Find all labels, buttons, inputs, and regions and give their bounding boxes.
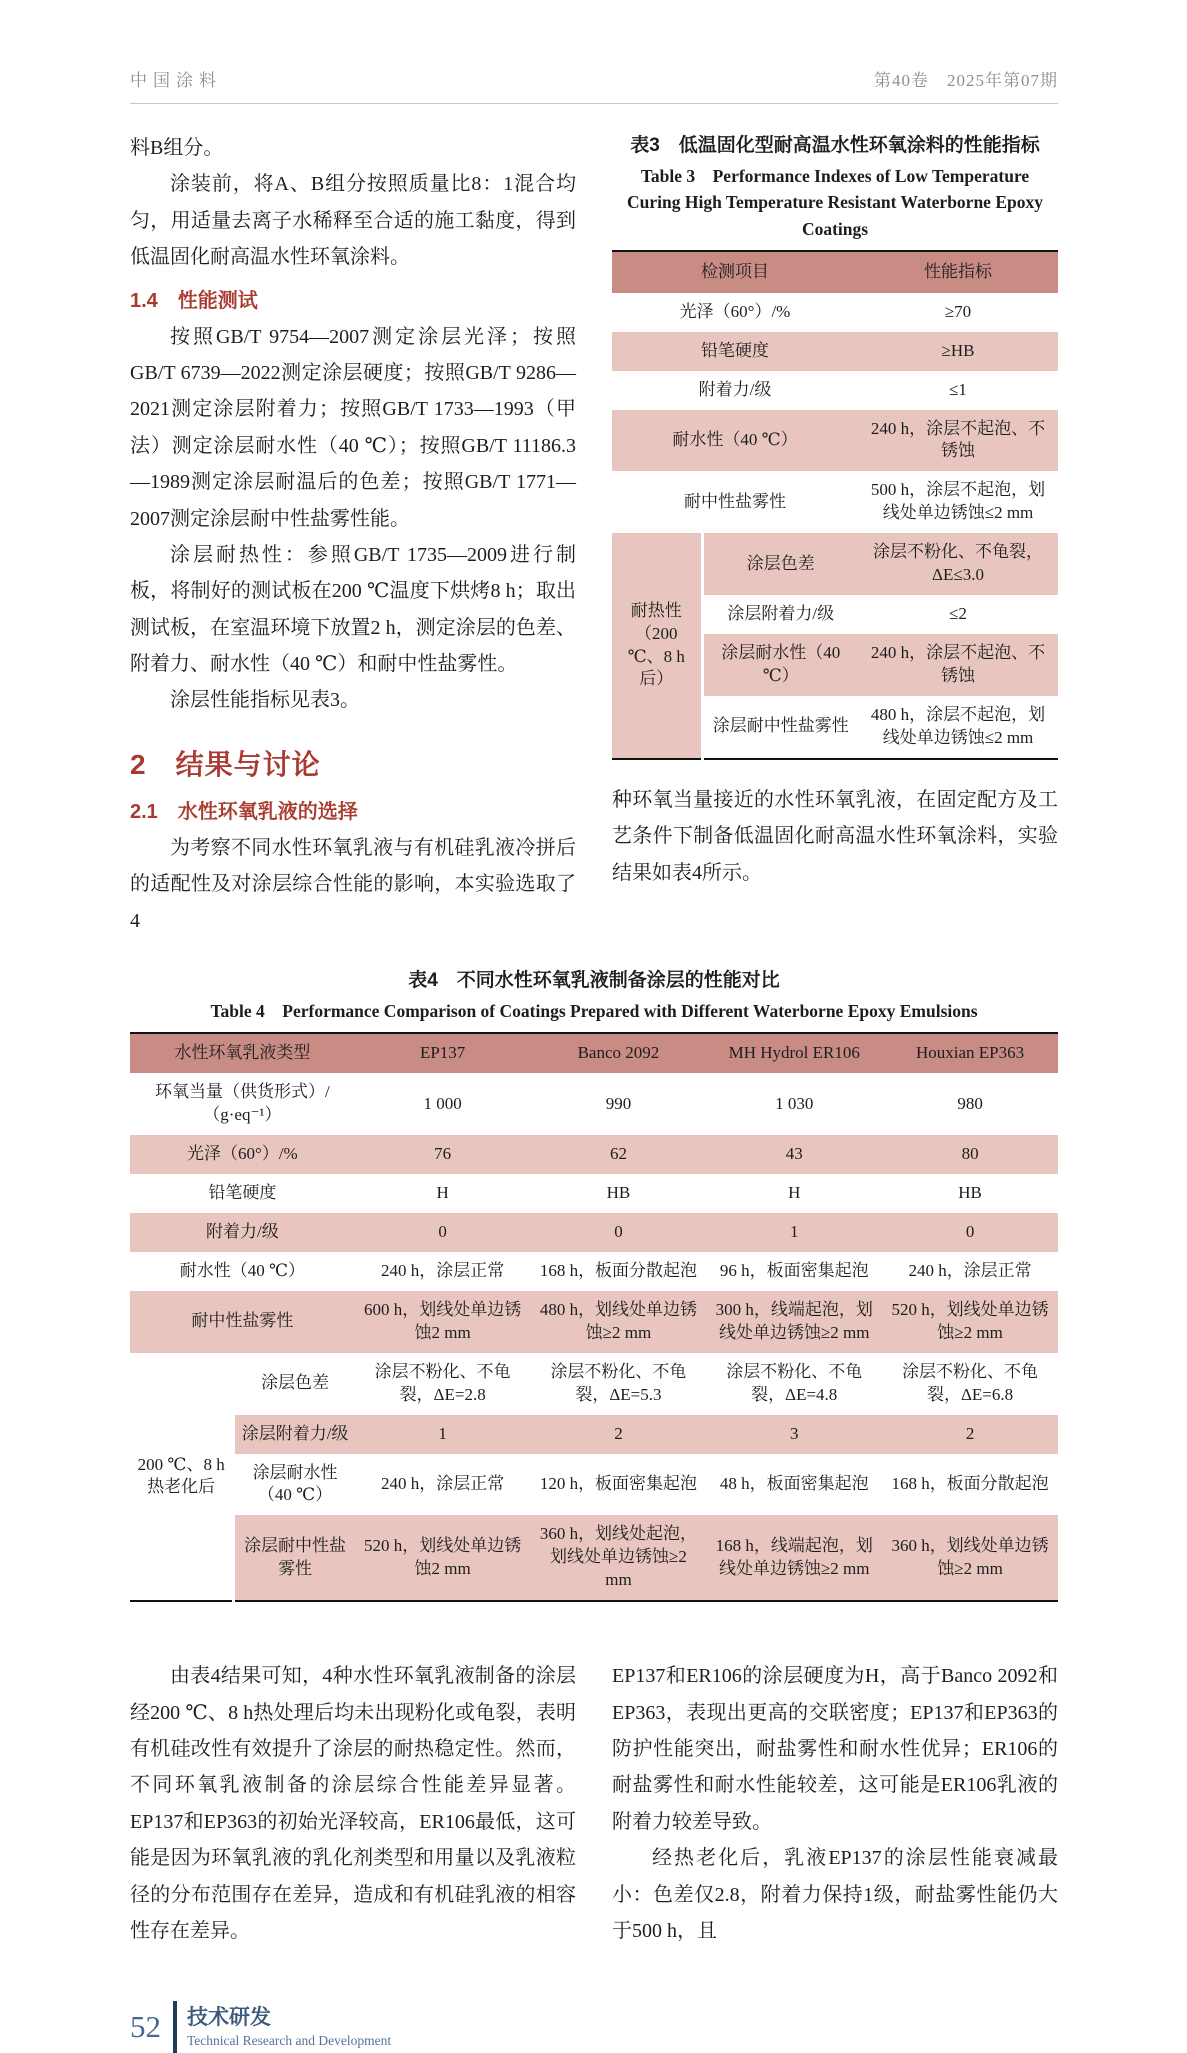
table-cell-label: 附着力/级	[130, 1213, 355, 1252]
table-row	[130, 1252, 1058, 1291]
table-row	[130, 1454, 1058, 1516]
paragraph: 为考察不同水性环氧乳液与有机硅乳液冷拼后的适配性及对涂层综合性能的影响，本实验选取了4	[130, 836, 576, 932]
bottom-right-column	[612, 1658, 1058, 1949]
table-cell-value: 240 h，涂层正常	[882, 1252, 1058, 1291]
table-cell-value: 480 h，涂层不起泡，划线处单边锈蚀≤2 mm	[858, 696, 1058, 759]
table-cell-value: 3	[706, 1415, 882, 1454]
table-cell-value: 1 000	[355, 1073, 531, 1135]
table-cell-value: ≥HB	[858, 332, 1058, 371]
paragraph: 由表4结果可知，4种水性环氧乳液制备的涂层经200 ℃、8 h热处理后均未出现粉化或龟裂，表明有机硅改性有效提升了涂层的耐热稳定性。然而，不同环氧乳液制备的涂层综合性能差异显著。EP137和EP363的初始光泽较高，ER106最低，这可能是因为环氧乳液的乳化剂类型和用量以及乳液粒径的分布范围存在差异，造成和有机硅乳液的相容性存在差异。	[130, 1665, 576, 1942]
table-cell-value: 96 h，板面密集起泡	[706, 1252, 882, 1291]
right-column	[612, 130, 1058, 939]
table3-header-index: 性能指标	[858, 251, 1058, 293]
table-cell-value: 500 h，涂层不起泡，划线处单边锈蚀≤2 mm	[858, 471, 1058, 533]
table-row	[612, 371, 1058, 410]
heading-2: 2 结果与讨论	[130, 748, 321, 780]
table-cell-value: 480 h，划线处单边锈蚀≥2 mm	[531, 1291, 707, 1353]
paragraph: 涂层性能指标见表3。	[170, 689, 360, 712]
table-row	[612, 533, 1058, 595]
table-cell-label: 涂层色差	[234, 1353, 355, 1415]
volume-issue: 第40卷 2025年第07期	[874, 71, 1058, 90]
table3-title-en-line3: Coatings	[801, 218, 869, 239]
table-cell-label: 耐中性盐雾性	[612, 471, 858, 533]
page-footer	[130, 2001, 1058, 2053]
paragraph: 按照GB/T 9754—2007测定涂层光泽；按照GB/T 6739—2022测定涂层硬度；按照GB/T 9286—2021测定涂层附着力；按照GB/T 1733—1993（甲法）测定涂层耐水性（40 ℃）；按照GB/T 11186.3—1989测定涂层耐温后的色差；按照GB/T 1771—2007测定涂层耐中性盐雾性能。	[130, 325, 576, 530]
left-column	[130, 130, 576, 939]
table4-section	[130, 965, 1058, 1602]
table3-title-en	[612, 163, 1058, 242]
footer-section-en: Technical Research and Development	[187, 2033, 392, 2049]
table4-title-zh: 表4 不同水性环氧乳液制备涂层的性能对比	[408, 970, 780, 992]
table-row	[612, 332, 1058, 371]
table-cell-label: 光泽（60°）/%	[130, 1135, 355, 1174]
table-cell-value: ≤1	[858, 371, 1058, 410]
table-cell-value: 1	[355, 1415, 531, 1454]
table-cell-value: 涂层不粉化、不龟裂，ΔE=4.8	[706, 1353, 882, 1415]
table-row	[130, 1415, 1058, 1454]
table-cell-value: 168 h，线端起泡，划线处单边锈蚀≥2 mm	[706, 1515, 882, 1601]
table-cell-label: 涂层耐中性盐雾性	[234, 1515, 355, 1601]
table-cell-value: 360 h，划线处单边锈蚀≥2 mm	[882, 1515, 1058, 1601]
table-cell-label: 涂层附着力/级	[234, 1415, 355, 1454]
table4-header-col4: Houxian EP363	[882, 1033, 1058, 1073]
table3	[612, 250, 1058, 760]
table-cell-label: 涂层耐中性盐雾性	[702, 696, 858, 759]
footer-section	[187, 2005, 391, 2049]
paragraph: 料B组分。	[130, 137, 224, 159]
top-columns	[130, 130, 1058, 939]
table-cell-value: 0	[882, 1213, 1058, 1252]
page-number: 52	[130, 2009, 161, 2045]
table-cell-label: 铅笔硬度	[612, 332, 858, 371]
table4	[130, 1032, 1058, 1602]
table4-header-col3: MH Hydrol ER106	[706, 1033, 882, 1073]
table-row	[130, 1073, 1058, 1135]
table-cell-value: H	[355, 1174, 531, 1213]
table-cell-label: 耐水性（40 ℃）	[612, 410, 858, 472]
table-cell-label: 涂层附着力/级	[702, 595, 858, 634]
heading-2-1: 2.1 水性环氧乳液的选择	[130, 800, 358, 823]
table-cell-value: 涂层不粉化、不龟裂，ΔE≤3.0	[858, 533, 1058, 595]
table-cell-value: 520 h，划线处单边锈蚀2 mm	[355, 1515, 531, 1601]
table-cell-value: ≤2	[858, 595, 1058, 634]
table-cell-value: 990	[531, 1073, 707, 1135]
table-cell-label: 耐水性（40 ℃）	[130, 1252, 355, 1291]
table-cell-label: 涂层色差	[702, 533, 858, 595]
table-cell-value: 240 h，涂层不起泡、不锈蚀	[858, 634, 1058, 696]
paragraph: 涂装前，将A、B组分按照质量比8：1混合均匀，用适量去离子水稀释至合适的施工黏度，得到低温固化耐高温水性环氧涂料。	[130, 173, 576, 269]
table-cell-value: 48 h，板面密集起泡	[706, 1454, 882, 1516]
table3-header-item: 检测项目	[612, 251, 858, 293]
table-row	[130, 1515, 1058, 1601]
table-cell-value: HB	[882, 1174, 1058, 1213]
table3-title-zh: 表3 低温固化型耐高温水性环氧涂料的性能指标	[630, 135, 1040, 156]
table-cell-value: 168 h，板面分散起泡	[882, 1454, 1058, 1516]
table-row	[130, 1291, 1058, 1353]
table-cell-value: HB	[531, 1174, 707, 1213]
paragraph: 经热老化后，乳液EP137的涂层性能衰减最小：色差仅2.8，附着力保持1级，耐盐雾性能仍大于500 h，且	[612, 1847, 1058, 1942]
table-cell-value: 1	[706, 1213, 882, 1252]
table-row	[612, 293, 1058, 332]
table4-header-col1: EP137	[355, 1033, 531, 1073]
bottom-columns	[130, 1658, 1058, 1949]
table-cell-value: ≥70	[858, 293, 1058, 332]
table-row	[130, 1033, 1058, 1073]
running-head	[130, 66, 1058, 104]
table-cell-value: 520 h，划线处单边锈蚀≥2 mm	[882, 1291, 1058, 1353]
table-cell-value: 0	[531, 1213, 707, 1252]
table-cell-value: H	[706, 1174, 882, 1213]
table-cell-value: 2	[531, 1415, 707, 1454]
table3-title-en-line1: Table 3 Performance Indexes of Low Temperature	[640, 166, 1030, 186]
table-row	[130, 1174, 1058, 1213]
footer-divider-bar	[173, 2001, 177, 2053]
table-cell-value: 80	[882, 1135, 1058, 1174]
table-cell-value: 360 h，划线处起泡，划线处单边锈蚀≥2 mm	[531, 1515, 707, 1601]
table-row	[130, 1213, 1058, 1252]
paragraph: 涂层耐热性：参照GB/T 1735—2009进行制板，将制好的测试板在200 ℃温度下烘烤8 h；取出测试板，在室温环境下放置2 h，测定涂层的色差、附着力、耐水性（40 ℃）和耐中性盐雾性。	[130, 543, 576, 676]
table4-group-label: 200 ℃、8 h热老化后	[130, 1353, 234, 1602]
table-cell-label: 涂层耐水性（40 ℃）	[234, 1454, 355, 1516]
table4-header-type: 水性环氧乳液类型	[130, 1033, 355, 1073]
table-cell-value: 涂层不粉化、不龟裂，ΔE=5.3	[531, 1353, 707, 1415]
table-cell-value: 43	[706, 1135, 882, 1174]
table-cell-value: 62	[531, 1135, 707, 1174]
table-cell-value: 涂层不粉化、不龟裂，ΔE=2.8	[355, 1353, 531, 1415]
paragraph: 种环氧当量接近的水性环氧乳液，在固定配方及工艺条件下制备低温固化耐高温水性环氧涂料，实验结果如表4所示。	[612, 788, 1058, 884]
bottom-left-column	[130, 1658, 576, 1949]
table-cell-label: 耐中性盐雾性	[130, 1291, 355, 1353]
table-row	[130, 1135, 1058, 1174]
paragraph: EP137和ER106的涂层硬度为H，高于Banco 2092和EP363，表现出更高的交联密度；EP137和EP363的防护性能突出，耐盐雾性和耐水性优异；ER106的耐盐雾性和耐水性能较差，这可能是ER106乳液的附着力较差导致。	[612, 1665, 1058, 1833]
table-cell-label: 附着力/级	[612, 371, 858, 410]
table-cell-value: 240 h，涂层正常	[355, 1252, 531, 1291]
table-row	[612, 471, 1058, 533]
table-row	[612, 251, 1058, 293]
table-cell-label: 涂层耐水性（40 ℃）	[702, 634, 858, 696]
table-cell-value: 76	[355, 1135, 531, 1174]
table-cell-value: 120 h，板面密集起泡	[531, 1454, 707, 1516]
table-cell-value: 0	[355, 1213, 531, 1252]
table-cell-value: 300 h，线端起泡，划线处单边锈蚀≥2 mm	[706, 1291, 882, 1353]
table-cell-value: 240 h，涂层不起泡、不锈蚀	[858, 410, 1058, 472]
table-cell-value: 1 030	[706, 1073, 882, 1135]
table-cell-label: 铅笔硬度	[130, 1174, 355, 1213]
journal-name: 中国涂料	[130, 71, 222, 90]
table-cell-value: 240 h，涂层正常	[355, 1454, 531, 1516]
table-cell-value: 600 h，划线处单边锈蚀2 mm	[355, 1291, 531, 1353]
table-row	[130, 1353, 1058, 1415]
table4-header-col2: Banco 2092	[531, 1033, 707, 1073]
heading-1-4: 1.4 性能测试	[130, 289, 258, 312]
table-row	[612, 410, 1058, 472]
table4-title-en: Table 4 Performance Comparison of Coatings Prepared with Different Waterborne Epoxy Emulsions	[210, 1001, 978, 1022]
table3-title-en-line2: Curing High Temperature Resistant Waterborne Epoxy	[627, 192, 1043, 213]
table-cell-value: 涂层不粉化、不龟裂，ΔE=6.8	[882, 1353, 1058, 1415]
table3-group-label: 耐热性（200 ℃、8 h后）	[612, 533, 702, 759]
table-cell-label: 光泽（60°）/%	[612, 293, 858, 332]
table-cell-label: 环氧当量（供货形式）/（g·eq⁻¹）	[130, 1073, 355, 1135]
footer-section-zh: 技术研发	[187, 2006, 271, 2030]
table-cell-value: 980	[882, 1073, 1058, 1135]
table-cell-value: 2	[882, 1415, 1058, 1454]
table-cell-value: 168 h，板面分散起泡	[531, 1252, 707, 1291]
